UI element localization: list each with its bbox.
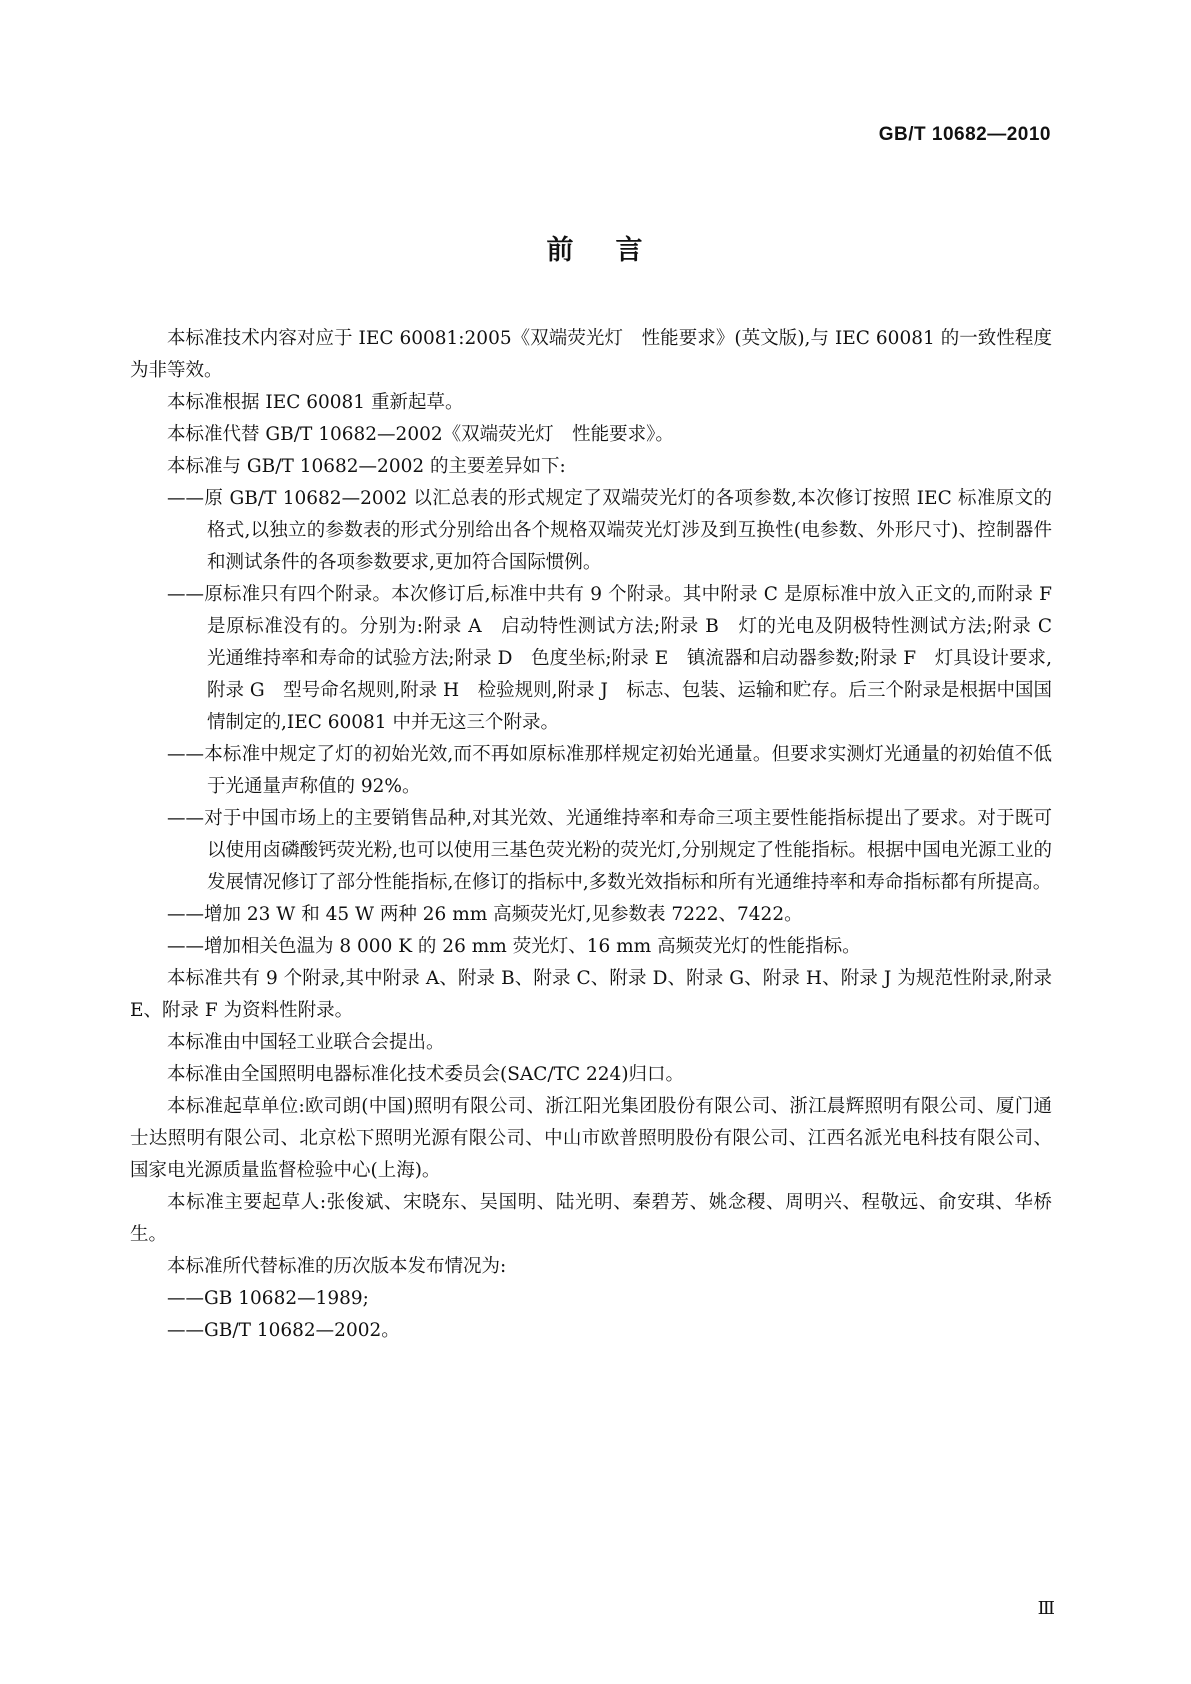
difference-item: ——本标准中规定了灯的初始光效,而不再如原标准那样规定初始光通量。但要求实测灯光通量的初始值不低于光通量声称值的 92%。 bbox=[167, 744, 1052, 797]
difference-item: ——原标准只有四个附录。本次修订后,标准中共有 9 个附录。其中附录 C 是原标准中放入正文的,而附录 F 是原标准没有的。分别为:附录 A 启动特性测试方法;附录 B 灯的光电及阴极特性测试方法;附录 C 光通维持率和寿命的试验方法;附录 D 色度坐标;附录 E 镇流器和启动器参数;附录 F 灯具设计要求,附录 G 型号命名规则,附录 H 检验规则,附录 J 标志、包装、运输和贮存。后三个附录是根据中国国情制定的,IEC 60081 中并无这三个附录。 bbox=[167, 584, 1071, 733]
difference-item: ——原 GB/T 10682—2002 以汇总表的形式规定了双端荧光灯的各项参数,本次修订按照 IEC 标准原文的格式,以独立的参数表的形式分别给出各个规格双端荧光灯涉及到互换性(电参数、外形尺寸)、控制器件和测试条件的各项参数要求,更加符合国际惯例。 bbox=[167, 488, 1052, 573]
paragraph: 本标准代替 GB/T 10682—2002《双端荧光灯 性能要求》。 bbox=[167, 424, 674, 445]
paragraph: 本标准根据 IEC 60081 重新起草。 bbox=[167, 392, 464, 413]
standard-code: GB/T 10682—2010 bbox=[878, 124, 1051, 145]
paragraph: 本标准技术内容对应于 IEC 60081:2005《双端荧光灯 性能要求》(英文版),与 IEC 60081 的一致性程度为非等效。 bbox=[130, 328, 1052, 381]
paragraph: 本标准由全国照明电器标准化技术委员会(SAC/TC 224)归口。 bbox=[167, 1064, 685, 1085]
paragraph: 本标准主要起草人:张俊斌、宋晓东、吴国明、陆光明、秦碧芳、姚念稷、周明兴、程敬远、俞安琪、华桥生。 bbox=[130, 1192, 1052, 1245]
paragraph: 本标准起草单位:欧司朗(中国)照明有限公司、浙江阳光集团股份有限公司、浙江晨辉照明有限公司、厦门通士达照明有限公司、北京松下照明光源有限公司、中山市欧普照明股份有限公司、江西名派光电科技有限公司、国家电光源质量监督检验中心(上海)。 bbox=[130, 1096, 1052, 1181]
title-char-2: 言 bbox=[615, 235, 645, 266]
difference-item: ——对于中国市场上的主要销售品种,对其光效、光通维持率和寿命三项主要性能指标提出了要求。对于既可以使用卤磷酸钙荧光粉,也可以使用三基色荧光粉的荧光灯,分别规定了性能指标。根据中国电光源工业的发展情况修订了部分性能指标,在修订的指标中,多数光效指标和所有光通维持率和寿命指标都有所提高。 bbox=[167, 808, 1052, 893]
title-char-1: 前 bbox=[546, 235, 576, 266]
document-body bbox=[130, 323, 1071, 1347]
page-number: Ⅲ bbox=[1037, 1598, 1055, 1619]
difference-item: ——增加相关色温为 8 000 K 的 26 mm 荧光灯、16 mm 高频荧光灯的性能指标。 bbox=[167, 936, 861, 957]
history-item: ——GB/T 10682—2002。 bbox=[167, 1320, 400, 1341]
paragraph: 本标准所代替标准的历次版本发布情况为: bbox=[167, 1256, 507, 1277]
paragraph: 本标准由中国轻工业联合会提出。 bbox=[167, 1032, 445, 1053]
paragraph: 本标准共有 9 个附录,其中附录 A、附录 B、附录 C、附录 D、附录 G、附录 H、附录 J 为规范性附录,附录 E、附录 F 为资料性附录。 bbox=[130, 968, 1052, 1021]
history-item: ——GB 10682—1989; bbox=[167, 1288, 369, 1309]
difference-item: ——增加 23 W 和 45 W 两种 26 mm 高频荧光灯,见参数表 7222、7422。 bbox=[167, 904, 803, 925]
paragraph: 本标准与 GB/T 10682—2002 的主要差异如下: bbox=[167, 456, 566, 477]
page-title bbox=[0, 228, 1191, 267]
